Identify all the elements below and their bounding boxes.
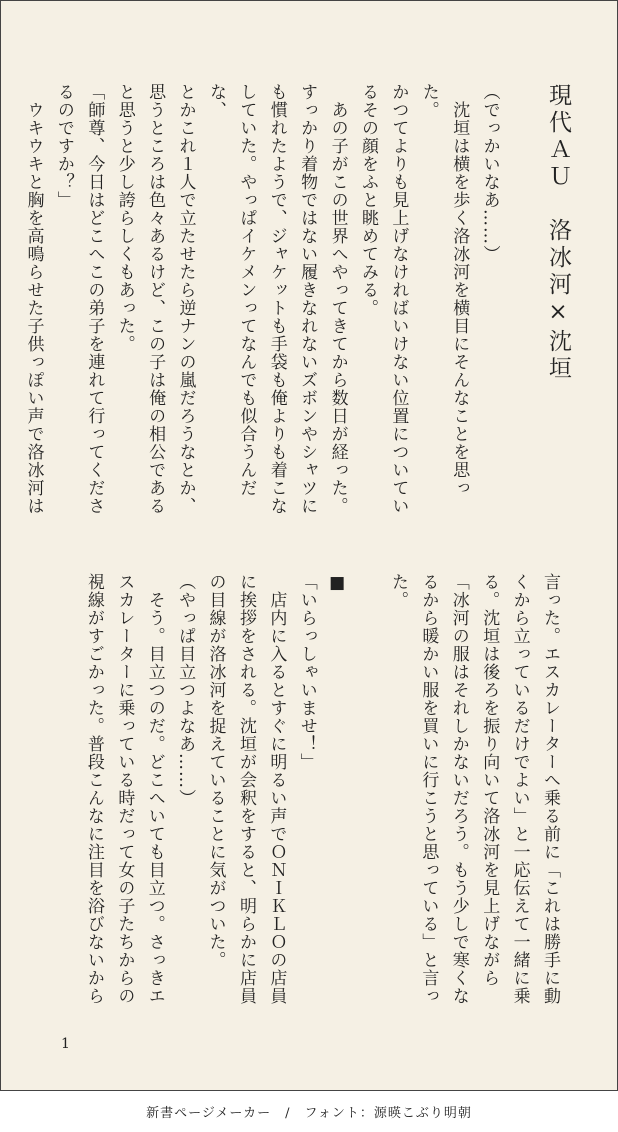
lower-line: 言った。エスカレーターへ乗る前に「これは勝手に動 [540,573,560,1005]
blank-line [352,573,382,1005]
lower-line: 「冰河の服はそれしかないだろう。もう少しで寒くな [448,573,469,1005]
upper-line: るその顔をふと眺めてみる。 [357,83,378,317]
lower-line: くから立っているだけでよい」と一応伝えて一緒に乗 [509,573,530,1005]
lower-text-block [45,573,565,1005]
page-number: 1 [61,1036,70,1052]
footer-credit: 新書ページメーカー / フォント：源暎こぶり明朝 [146,1106,472,1121]
lower-line: 店内に入るとすぐに明るい声でＯＮＩＫＬＯの店員 [266,573,287,1005]
upper-line: とかこれ１人で立たせたら逆ナンの嵐だろうなとか、 [175,83,196,515]
upper-line: と思うと少し誇らしくもあった。 [114,83,135,353]
lower-line: （やっぱ目立つよなあ……） [175,573,196,807]
upper-line: も慣れたようで、ジャケットも手袋も俺よりも着こな [266,83,287,515]
lower-line: 視線がすごかった。普段こんなに注目を浴びないから [83,573,104,1005]
upper-line: 思うところは色々あるけど、この子は俺の相公である [145,83,166,515]
upper-line: ウキウキと胸を高鳴らせた子供っぽい声で洛冰河は [23,83,44,515]
upper-line: かつてよりも見上げなければいけない位置についてい [388,83,409,515]
lower-line: スカレーターに乗っている時だって女の子たちからの [114,573,135,1005]
upper-text-block [23,83,573,529]
lower-line: た。 [387,573,408,609]
upper-line: 沈垣は横を歩く洛冰河を横目にそんなことを思った。 [418,83,470,497]
upper-line: 「師尊、今日はどこへこの弟子を連れて行ってくださ [84,83,105,515]
lower-line: るから暖かい服を買いに行こうと思っている」と言っ [418,573,439,1005]
upper-line: るのですか？」 [53,83,74,209]
upper-line: すっかり着物ではない履きなれないズボンやシャツに [297,83,318,515]
upper-line: （でっかいなあ……） [479,83,500,263]
upper-line: あの子がこの世界へやってきてから数日が経った。 [327,83,348,515]
lower-line: る。沈垣は後ろを振り向いて洛冰河を見上げながら [479,573,500,987]
lower-line: 「いらっしゃいませ！」 [296,573,317,771]
section-marker: ■ [327,573,348,594]
upper-line: していた。やっぱイケメンってなんでも似合うんだな、 [205,83,257,497]
story-title: 現代ＡＵ 洛冰河×沈垣 [545,83,571,383]
lower-line: の目線が洛冰河を捉えていることに気がついた。 [205,573,226,969]
lower-line: そう。目立つのだ。どこへいても目立つ。さっきエ [144,573,165,1005]
lower-line: に挨拶をされる。沈垣が会釈をすると、明らかに店員 [235,573,256,1005]
